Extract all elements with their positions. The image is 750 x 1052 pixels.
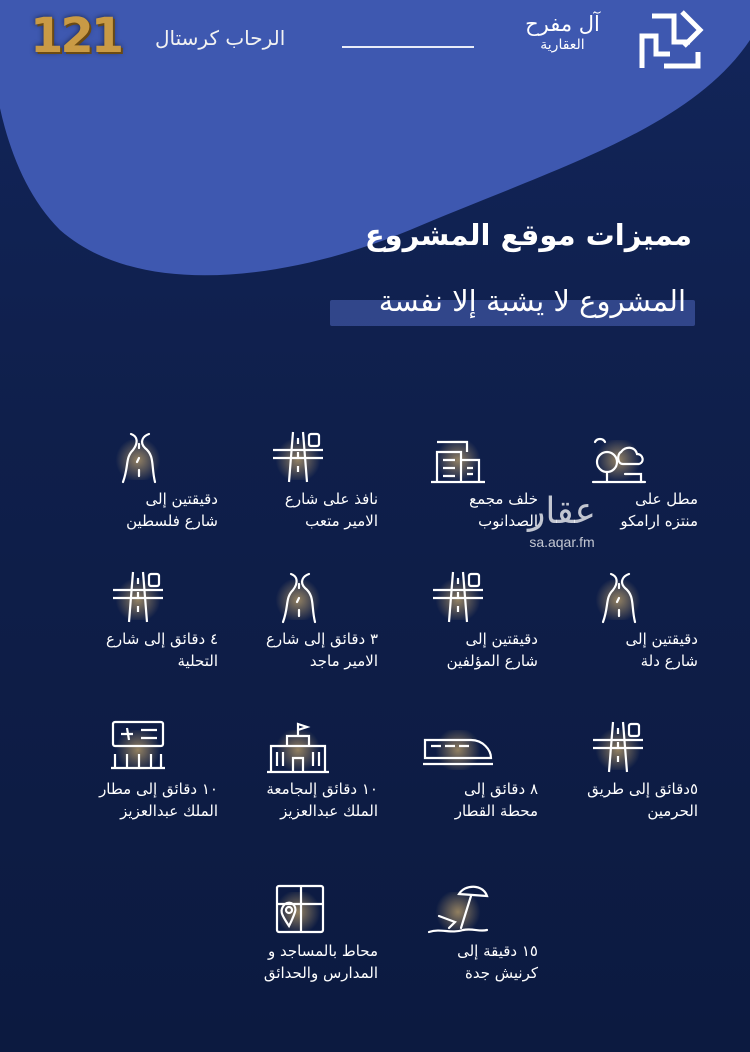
feature-line1: خلف مجمع — [469, 490, 538, 508]
feature-line2: الامير ماجد — [309, 652, 378, 670]
feature-line2: المدارس والحدائق — [263, 964, 378, 982]
map-pin-icon — [261, 882, 335, 938]
train-icon — [421, 720, 495, 776]
feature-line1: ١٥ دقيقة إلى — [457, 942, 538, 960]
feature-line1: دقيقتين إلى — [625, 630, 698, 648]
feature-item — [58, 430, 218, 550]
feature-line2: شارع دلة — [640, 652, 698, 670]
airport-icon — [101, 720, 175, 776]
highway-icon — [421, 570, 495, 626]
watermark — [502, 490, 622, 550]
page-title: مميزات موقع المشروع — [364, 218, 692, 252]
feature-line1: ١٠ دقائق إلى مطار — [99, 780, 218, 798]
feature-item — [218, 882, 378, 1002]
brand-logo-icon — [634, 6, 706, 76]
feature-line1: ١٠ دقائق إلىجامعة — [266, 780, 378, 798]
feature-line2: شارع فلسطين — [126, 512, 218, 530]
feature-line2: الملك عبدالعزيز — [120, 802, 218, 820]
feature-line1: ٥دقائق إلى طريق — [587, 780, 698, 798]
badge-121-logo: 121 — [30, 8, 122, 64]
page-subtitle: المشروع لا يشبة إلا نفسة — [378, 284, 686, 318]
brand-line2: العقارية — [540, 37, 585, 53]
watermark-arabic: عقار — [527, 491, 597, 532]
feature-item — [58, 570, 218, 690]
road-icon — [581, 570, 655, 626]
feature-line1: نافذ على شارع — [284, 490, 378, 508]
feature-item — [538, 720, 698, 840]
feature-line2: شارع المؤلفين — [446, 652, 538, 670]
building-icon — [421, 430, 495, 486]
project-name: الرحاب كرستال — [155, 26, 286, 50]
feature-line2: الصدانوب — [478, 512, 538, 530]
feature-line2: الحرمين — [647, 802, 698, 820]
road-icon — [261, 570, 335, 626]
highway-icon — [101, 570, 175, 626]
watermark-url: sa.aqar.fm — [529, 534, 595, 550]
feature-line1: مطل على — [635, 490, 698, 508]
feature-item — [378, 882, 538, 1002]
university-icon — [261, 720, 335, 776]
feature-line2: التحلية — [177, 652, 218, 670]
feature-line2: الملك عبدالعزيز — [280, 802, 378, 820]
feature-item — [218, 570, 378, 690]
feature-line1: ٨ دقائق إلى — [464, 780, 538, 798]
feature-line2: منتزه ارامكو — [620, 512, 698, 530]
feature-line1: دقيقتين إلى — [465, 630, 538, 648]
feature-item — [58, 720, 218, 840]
park-icon — [581, 430, 655, 486]
brand-name — [500, 12, 625, 54]
highway-icon — [581, 720, 655, 776]
brand-line1: آل مفرح — [525, 12, 600, 36]
highway-icon — [261, 430, 335, 486]
feature-line2: الامير متعب — [305, 512, 378, 530]
feature-line1: ٣ دقائق إلى شارع — [265, 630, 378, 648]
feature-item — [378, 570, 538, 690]
header-divider — [342, 46, 474, 48]
feature-line1: محاط بالمساجد و — [267, 942, 378, 960]
feature-line1: ٤ دقائق إلى شارع — [105, 630, 218, 648]
feature-line1: دقيقتين إلى — [145, 490, 218, 508]
feature-item — [218, 430, 378, 550]
feature-item — [538, 570, 698, 690]
feature-line2: محطة القطار — [454, 802, 538, 820]
beach-icon — [421, 882, 495, 938]
road-icon — [101, 430, 175, 486]
feature-line2: كرنيش جدة — [464, 964, 538, 982]
feature-item — [218, 720, 378, 840]
feature-item — [378, 720, 538, 840]
